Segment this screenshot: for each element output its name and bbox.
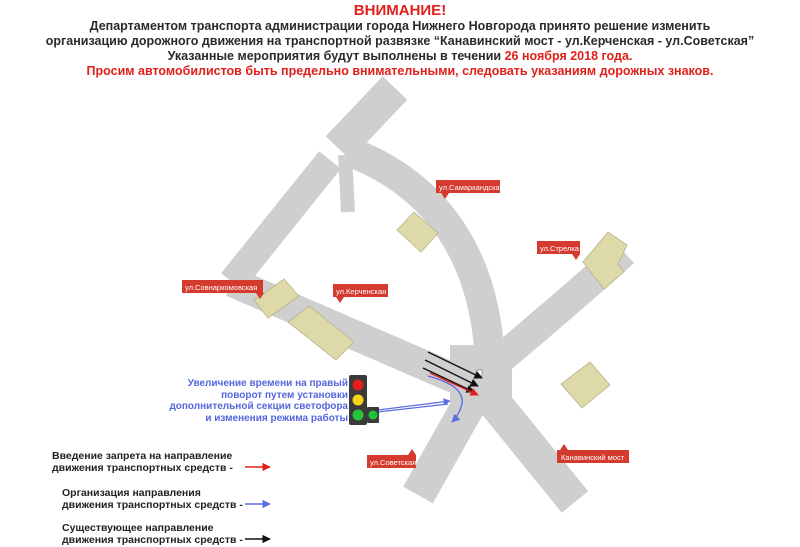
legend-prohibited-line-2: движения транспортных средств - <box>52 462 233 474</box>
traffic-light <box>349 375 379 425</box>
legend-new-line-2: движения транспортных средств - <box>62 499 243 511</box>
road-top-side <box>345 155 348 212</box>
annotation-line-1: Увеличение времени на правый <box>187 378 348 389</box>
annotation-line-4: и изменения режима работы <box>205 412 348 424</box>
notice-line-1: Департаментом транспорта администрации города Нижнего Новгорода принято решение изменить <box>89 19 711 33</box>
legend-existing-line-2: движения транспортных средств - <box>62 534 243 546</box>
svg-text:Канавинский мост: Канавинский мост <box>561 453 625 462</box>
label-strelka <box>537 241 580 260</box>
annotation-line-3: дополнительной секции светофора <box>169 401 348 412</box>
traffic-light-red <box>353 380 364 391</box>
legend-arrows <box>245 467 270 539</box>
notice-date: 26 ноября 2018 года. <box>504 49 633 63</box>
legend-item-existing <box>62 522 243 546</box>
svg-text:ул.Стрелка: ул.Стрелка <box>540 244 579 253</box>
label-sovetskaya <box>367 449 416 468</box>
svg-text:ул.Совнаркомовская: ул.Совнаркомовская <box>185 283 258 292</box>
label-samarkandskaya <box>436 180 504 199</box>
notice-line-2: организацию дорожного движения на транспортной развязке “Канавинский мост - ул.Керченская - ул.Советская” <box>45 34 755 48</box>
road-north-west <box>232 160 330 282</box>
notice-line-3-prefix: Указанные мероприятия будут выполнены в течении <box>167 49 502 63</box>
svg-text:ул.Керченская: ул.Керченская <box>336 287 387 296</box>
road-north-top <box>338 88 395 148</box>
legend-new-line-1: Организация направления <box>62 487 201 499</box>
label-kerchenskaya <box>333 284 388 303</box>
svg-text:ул.Самаркандская: ул.Самаркандская <box>439 183 504 192</box>
traffic-light-yellow <box>353 395 364 406</box>
notice-title: ВНИМАНИЕ! <box>353 2 447 19</box>
notice-line-4: Просим автомобилистов быть предельно внимательными, следовать указаниям дорожных знаков. <box>86 64 714 78</box>
legend-prohibited-line-1: Введение запрета на направление <box>52 450 233 462</box>
svg-text:ул.Советская: ул.Советская <box>370 458 417 467</box>
legend-item-prohibited <box>52 450 233 474</box>
traffic-light-green <box>353 410 364 421</box>
annotation-line-2: поворот путем установки <box>221 389 348 401</box>
building-east-2 <box>561 362 610 408</box>
label-kanavinsky-most <box>557 444 629 463</box>
traffic-light-annotation <box>150 378 348 424</box>
legend-item-new-direction <box>62 487 243 511</box>
legend-existing-line-1: Существующее направление <box>62 522 214 534</box>
junction-core <box>450 345 512 415</box>
